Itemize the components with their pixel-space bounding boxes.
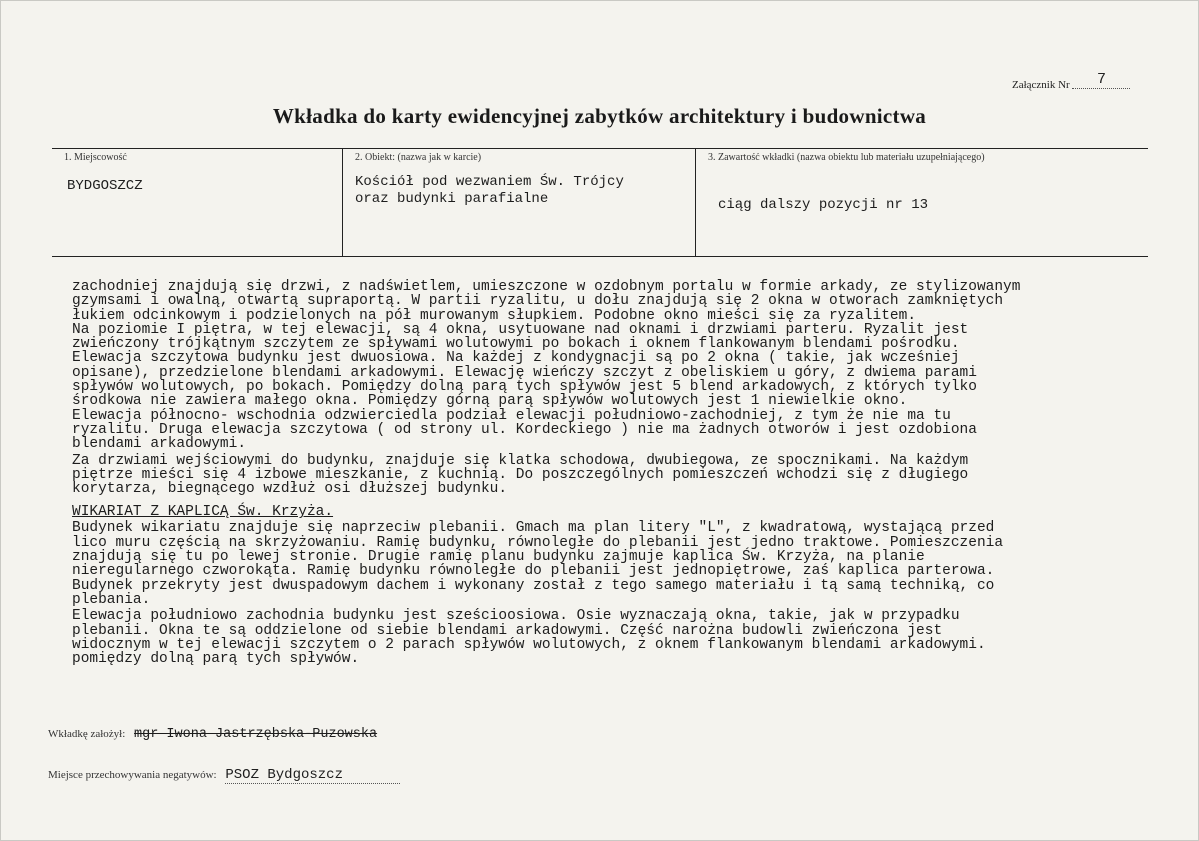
text-line: Budynek przekryty jest dwuspadowym dachem i wykonany został z tego samego materiału i tą samą techniką, co: [72, 577, 995, 594]
text-line: Elewacja południowo zachodnia budynku jest sześcioosiowa. Osie wyznaczają okna, takie, jak w przypadku: [72, 608, 960, 625]
annex-number: [1012, 71, 1130, 94]
header-table: [52, 148, 1148, 257]
annex-value: 7: [1072, 71, 1130, 89]
author-value: mgr Iwona Jastrzębska-Puzowska: [134, 727, 378, 742]
text-line: łukiem odcinkowym i podzielonych na pół murowanym słupkiem. Podobne okno mieści się za ryzalitem.: [72, 307, 917, 324]
text-line: spływów wolutowych, po bokach. Pomiędzy dolną parą tych spływów jest 5 blend arkadowych, z których tylko: [72, 379, 977, 396]
text-line: Elewacja północno- wschodnia odzwierciedla podział elewacji południowo-zachodniej, z tym że nie ma tu: [72, 407, 951, 424]
location-value: BYDGOSZCZ: [67, 178, 143, 194]
location-label: 1. Miejscowość: [64, 152, 127, 163]
text-line: opisane), przedzielone blendami arkadowymi. Elewację wieńczy szczyt z obeliskiem u góry, z dwiema parami: [72, 364, 977, 381]
text-line: Budynek wikariatu znajduje się naprzeciw plebanii. Gmach ma plan litery "L", z kwadratową, wystającą przed: [72, 520, 995, 537]
object-value: [355, 174, 624, 208]
text-line: korytarza, biegnącego wzdłuż osi dłuższej budynku.: [72, 481, 508, 498]
text-line: lico muru częścią na skrzyżowaniu. Ramię budynku, równoległe do plebanii jest jedno traktowe. Pomieszczenia: [72, 534, 1004, 551]
author-row: [48, 727, 377, 742]
text-line: pomiędzy dolną parą tych spływów.: [72, 651, 360, 668]
contents-cell: [695, 149, 1149, 256]
text-line: środkowa nie zawiera małego okna. Pomiędzy górną parą spływów wolutowych jest 1 niewielkie okno.: [72, 393, 908, 410]
object-cell: [342, 149, 696, 256]
contents-label: 3. Zawartość wkładki (nazwa obiektu lub materiału uzupełniającego): [708, 152, 985, 163]
object-value-line-1: Kościół pod wezwaniem Św. Trójcy: [355, 174, 624, 190]
storage-value: PSOZ Bydgoszcz: [225, 767, 400, 784]
text-line: gzymsami i owalną, otwartą supraportą. W partii ryzalitu, u dołu znajdują się 2 okna w otworach zamkniętych: [72, 293, 1004, 310]
text-line: zachodniej znajdują się drzwi, z nadświetlem, umieszczone w ozdobnym portalu w formie arkady, ze stylizowanym: [72, 279, 1021, 295]
text-line: widocznym w tej elewacji szczytem o 2 parach spływów wolutowych, z oknem flankowanym blendami arkadowymi.: [72, 636, 986, 653]
text-line: Za drzwiami wejściowymi do budynku, znajduje się klatka schodowa, dwubiegowa, ze spocznikami. Na każdym: [72, 452, 969, 469]
section-heading: WIKARIAT Z KAPLICĄ Św. Krzyża.: [72, 504, 334, 521]
annex-label: Załącznik Nr: [1012, 79, 1070, 91]
text-line: plebania.: [72, 591, 151, 608]
text-line: nieregularnego czworokąta. Ramię budynku równoległe do plebanii jest jednopiętrowe, zaś kaplica parterowa.: [72, 563, 995, 580]
body-paragraphs-1: [72, 280, 1182, 496]
object-value-line-2: oraz budynki parafialne: [355, 191, 549, 207]
body-text: [72, 280, 1182, 666]
text-line: blendami arkadowymi.: [72, 436, 247, 453]
text-line: Elewacja szczytowa budynku jest dwuosiowa. Na każdej z kondygnacji są po 2 okna ( takie, jak wcześniej: [72, 350, 960, 367]
storage-row: [48, 767, 400, 784]
text-line: znajdują się tu po lewej stronie. Drugie ramię planu budynku zajmuje kaplica Św. Krzyża, na planie: [72, 549, 925, 566]
object-label: 2. Obiekt: (nazwa jak w karcie): [355, 152, 482, 163]
author-label: Wkładkę założył:: [48, 728, 126, 740]
text-line: plebanii. Okna te są oddzielone od siebie blendami arkadowymi. Część narożna budowli zwieńczona jest: [72, 622, 943, 639]
page-title: Wkładka do karty ewidencyjnej zabytków architektury i budownictwa: [272, 104, 927, 128]
text-line: piętrze mieści się 4 izbowe mieszkanie, z kuchnią. Do poszczególnych pomieszczeń wchodzi się z długiego: [72, 466, 969, 483]
contents-value: ciąg dalszy pozycji nr 13: [718, 197, 929, 213]
text-line: zwieńczony trójkątnym szczytem ze spływami wolutowymi po bokach i oknem flankowanym blendami pośrodku.: [72, 336, 960, 353]
text-line: ryzalitu. Druga elewacja szczytowa ( od strony ul. Kordeckiego ) nie ma żadnych otworów i jest ozdobiona: [72, 421, 977, 438]
text-line: Na poziomie I piętra, w tej elewacji, są 4 okna, usytuowane nad oknami i drzwiami parteru. Ryzalit jest: [72, 321, 969, 338]
location-cell: [52, 149, 342, 256]
storage-label: Miejsce przechowywania negatywów:: [48, 769, 217, 781]
body-paragraphs-2: [72, 521, 1182, 666]
